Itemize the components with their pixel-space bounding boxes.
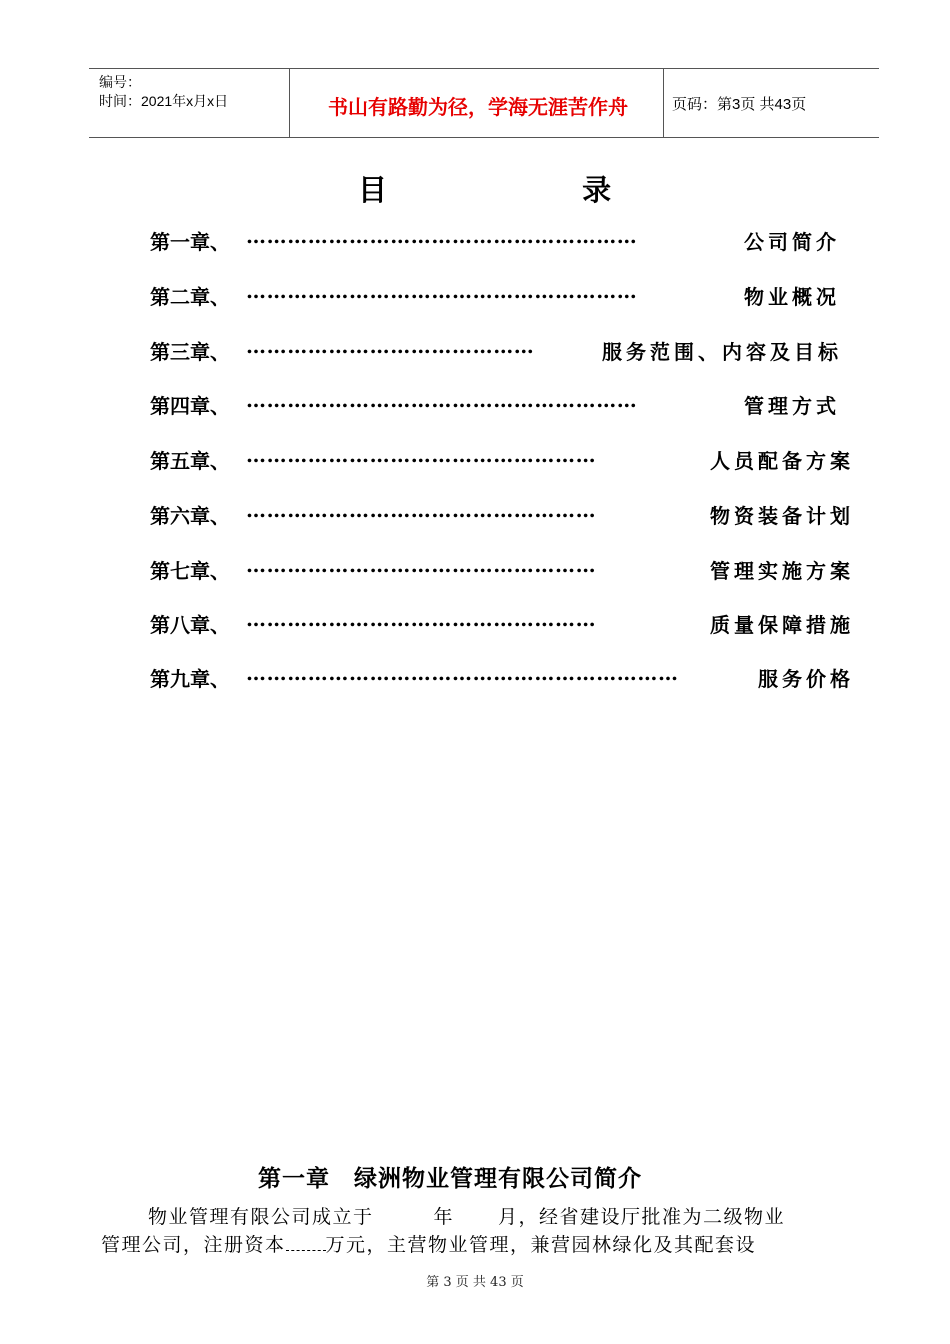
toc-chapter-title: 服务价格: [758, 667, 854, 691]
text-run: 物业管理有限公司成立于: [148, 1206, 374, 1228]
toc-chapter-number: 第一章、: [150, 230, 230, 254]
toc-title-right: 录: [582, 173, 612, 207]
toc-chapter-title: 管理方式: [744, 394, 840, 418]
toc-leader-dots: ……………………………………………: [246, 553, 597, 577]
header-page-info: 页码：第3页 共43页: [672, 96, 807, 113]
blank-field: [286, 1234, 326, 1251]
text-run: 管理公司，注册资本: [101, 1234, 286, 1256]
toc-chapter-title: 物资装备计划: [710, 504, 854, 528]
text-run: 万元，主营物业管理，兼营园林绿化及其配套设: [325, 1234, 757, 1256]
toc-chapter-title: 质量保障措施: [710, 613, 854, 637]
toc-leader-dots: ……………………………………………: [246, 443, 597, 467]
page-footer: 第 3 页 共 43 页: [426, 1275, 524, 1290]
toc-title: [358, 168, 611, 209]
header-meta: [99, 73, 228, 111]
toc-chapter-number: 第四章、: [150, 394, 230, 418]
toc-leader-dots: ……………………………………………: [246, 498, 597, 522]
text-run: 年: [433, 1206, 455, 1228]
toc-leader-dots: …………………………………………………: [246, 224, 638, 248]
header-divider: [663, 69, 664, 137]
toc-chapter-number: 第六章、: [150, 504, 230, 528]
toc-chapter-number: 第二章、: [150, 285, 230, 309]
toc-chapter-title: 公司简介: [744, 230, 840, 254]
toc-chapter-title: 服务范围、内容及目标: [602, 340, 842, 364]
toc-chapter-number: 第八章、: [150, 613, 230, 637]
toc-leader-dots: ………………………………………………………: [246, 661, 679, 685]
header-motto: 书山有路勤为径，学海无涯苦作舟: [328, 97, 628, 119]
document-header: [89, 68, 879, 138]
number-label: 编号：: [99, 74, 141, 90]
chapter-heading: 第一章 绿洲物业管理有限公司简介: [258, 1165, 642, 1192]
toc-leader-dots: ……………………………………: [246, 334, 535, 358]
toc-title-left: 目: [358, 173, 388, 207]
paragraph-line: [148, 1202, 785, 1229]
header-divider: [289, 69, 290, 137]
text-run: 月，经省建设厅批准为二级物业: [498, 1206, 786, 1228]
toc-leader-dots: …………………………………………………: [246, 279, 638, 303]
toc-chapter-title: 管理实施方案: [710, 559, 854, 583]
toc-chapter-number: 第九章、: [150, 667, 230, 691]
toc-chapter-title: 物业概况: [744, 285, 840, 309]
paragraph-line: [101, 1230, 756, 1257]
toc-chapter-number: 第七章、: [150, 559, 230, 583]
toc-chapter-title: 人员配备方案: [710, 449, 854, 473]
toc-leader-dots: ……………………………………………: [246, 607, 597, 631]
time-label: 时间：2021年x月x日: [99, 93, 229, 109]
toc-chapter-number: 第五章、: [150, 449, 230, 473]
toc-leader-dots: …………………………………………………: [246, 388, 638, 412]
toc-chapter-number: 第三章、: [150, 340, 230, 364]
